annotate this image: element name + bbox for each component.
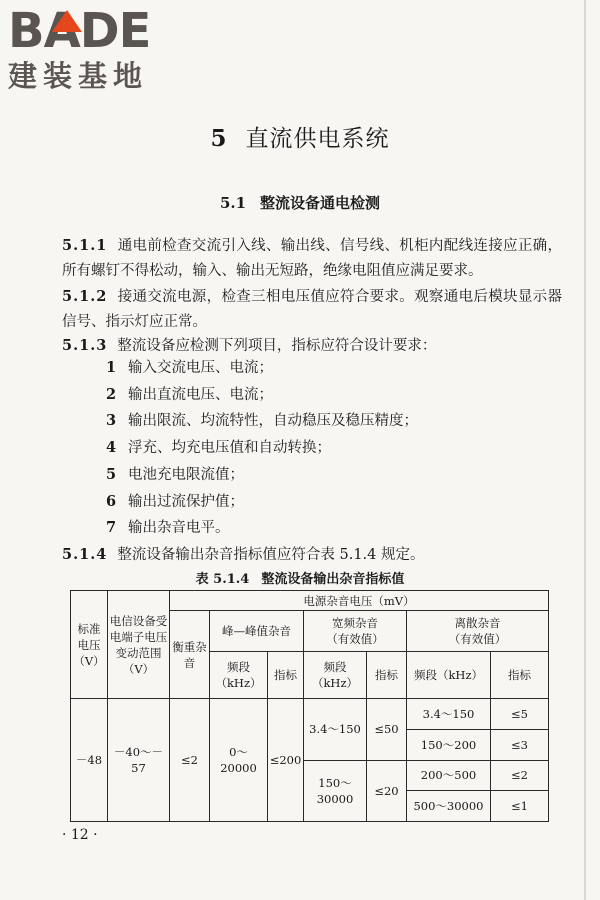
clause-number: 5.1.3 (62, 337, 108, 354)
cell-bb-band: 3.4～150 (304, 699, 367, 760)
cell-dc-band: 150～200 (407, 729, 491, 760)
header-dc-index: 指标 (491, 652, 549, 699)
noise-index-table (70, 590, 549, 822)
clause-text: 接通交流电源，检查三相电压值应符合要求。观察通电后模块显示器信号、指示灯应正常。 (62, 289, 562, 330)
section-name: 整流设备通电检测 (260, 194, 381, 212)
cell-dc-index: ≤1 (491, 791, 549, 822)
clause-text: 整流设备输出杂音指标值应符合表 5.1.4 规定。 (117, 547, 425, 563)
cell-terminal-range: －40～－57 (108, 699, 170, 822)
chapter-name: 直流供电系统 (245, 126, 390, 152)
clause-5-1-2 (62, 284, 562, 335)
header-dc-band: 频段（kHz） (407, 652, 491, 699)
list-item: 3 输出限流、均流特性，自动稳压及稳压精度； (106, 412, 418, 430)
clause-number: 5.1.1 (62, 237, 108, 254)
chapter-title (0, 120, 600, 153)
header-bb-index: 指标 (367, 652, 407, 699)
clause-number: 5.1.2 (62, 288, 108, 305)
table-number: 表 5.1.4 (195, 572, 250, 587)
clause-number: 5.1.4 (62, 546, 108, 563)
header-pp-index: 指标 (268, 652, 304, 699)
cell-dc-band: 500～30000 (407, 791, 491, 822)
list-item: 6 输出过流保护值； (106, 492, 244, 510)
header-pp-band: 频段（kHz） (210, 652, 268, 699)
cell-bb-index: ≤20 (367, 760, 407, 821)
logo-wordmark: BADE (8, 3, 151, 59)
table-title: 整流设备输出杂音指标值 (261, 572, 405, 587)
cell-dc-index: ≤2 (491, 760, 549, 791)
header-rated-voltage: 标准电压（V） (71, 591, 108, 699)
clause-5-1-1 (62, 233, 562, 284)
cell-bb-band: 150～30000 (304, 760, 367, 821)
header-peak-to-peak: 峰—峰值杂音 (210, 611, 304, 652)
header-weighted-noise: 衡重杂音 (170, 611, 210, 699)
clause-text: 整流设备应检测下列项目，指标应符合设计要求： (117, 338, 437, 354)
list-item: 2 输出直流电压、电流； (106, 385, 273, 403)
logo-subtitle: 建装基地 (8, 59, 149, 93)
list-item: 1 输入交流电压、电流； (106, 359, 273, 376)
header-bb-band: 频段（kHz） (304, 652, 367, 699)
logo-accent-triangle-icon (52, 10, 82, 32)
cell-pp-band: 0～20000 (210, 699, 268, 822)
clause-text: 通电前检查交流引入线、输出线、信号线、机柜内配线连接应正确，所有螺钉不得松动，输入、输出无短路，绝缘电阻值应满足要求。 (62, 238, 562, 279)
header-broadband: 宽频杂音 （有效值） (304, 611, 407, 652)
header-discrete: 离散杂音 （有效值） (407, 611, 549, 652)
cell-pp-index: ≤200 (268, 699, 304, 822)
cell-bb-index: ≤50 (367, 699, 407, 760)
page-number: · 12 · (62, 827, 98, 843)
table-caption (0, 568, 600, 587)
cell-dc-band: 3.4～150 (407, 699, 491, 730)
chapter-number: 5 (210, 125, 228, 152)
header-terminal-range: 电信设备受电端子电压变动范围（V） (108, 591, 170, 699)
header-noise-group: 电源杂音电压（mV） (170, 591, 549, 611)
section-number: 5.1 (219, 194, 247, 212)
section-title (0, 192, 600, 213)
brand-logo (8, 4, 178, 96)
list-item: 5 电池充电限流值； (106, 465, 244, 483)
cell-dc-band: 200～500 (407, 760, 491, 791)
cell-dc-index: ≤5 (491, 699, 549, 730)
cell-rated-voltage: －48 (71, 699, 108, 822)
clause-5-1-4 (62, 542, 562, 568)
cell-dc-index: ≤3 (491, 729, 549, 760)
list-item: 7 输出杂音电平。 (106, 519, 230, 537)
check-item-list (106, 355, 546, 542)
cell-weighted: ≤2 (170, 699, 210, 822)
list-item: 4 浮充、均充电压值和自动转换； (106, 439, 331, 457)
